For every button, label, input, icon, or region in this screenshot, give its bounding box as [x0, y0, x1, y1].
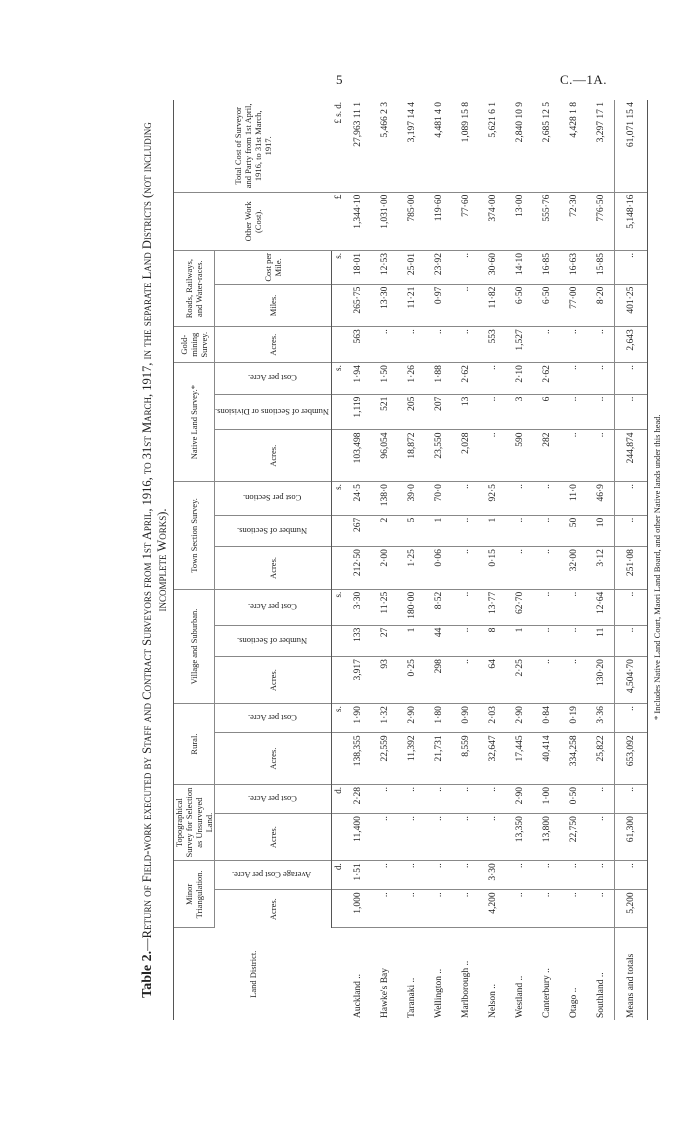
table-cell: ..	[533, 589, 560, 625]
district-name: Taranaki ..	[406, 977, 417, 1018]
totals-label: Means and totals	[615, 928, 648, 1020]
header-group-row	[174, 100, 215, 1020]
table-cell: ..	[533, 547, 560, 590]
sub-roads-miles: Miles.	[215, 284, 332, 327]
table-cell: 30·60	[479, 251, 506, 285]
table-cell: 11·0	[560, 482, 587, 516]
table-cell: 785·00	[398, 192, 425, 250]
table-cell: 133	[344, 625, 371, 656]
table-cell: 2·62	[533, 363, 560, 394]
table-cell: ..	[425, 784, 452, 813]
sub-topo-cost: Cost per Acre.	[215, 784, 332, 813]
sub-town-acres: Acres.	[215, 547, 332, 590]
table-cell: 138·0	[371, 482, 398, 516]
table-cell: ..	[506, 515, 533, 546]
table-cell: ..	[398, 861, 425, 890]
table-cell: 18·01	[344, 251, 371, 285]
table-cell: 5,621 6 1	[479, 100, 506, 192]
table-cell: 70·0	[425, 482, 452, 516]
table-cell: 1·51	[344, 861, 371, 890]
table-cell: 1·50	[371, 363, 398, 394]
table-cell: 2·28	[344, 784, 371, 813]
sub-minor-avg-cost: Average Cost per Acre.	[215, 861, 332, 890]
district-name: Westland ..	[514, 975, 525, 1018]
table-cell: 13·00	[506, 192, 533, 250]
table-cell: 5	[398, 515, 425, 546]
table-cell: 0·97	[425, 284, 452, 327]
header-village-suburban: Village and Suburban.	[174, 589, 215, 703]
table-cell: ..	[452, 589, 479, 625]
table-cell: 39·0	[398, 482, 425, 516]
header-rural: Rural.	[174, 704, 215, 785]
totals-cell: ..	[615, 625, 648, 656]
table-cell: ..	[587, 363, 615, 394]
table-cell: 130·20	[587, 657, 615, 704]
table-cell: ..	[587, 327, 615, 363]
table-cell: 77·60	[452, 192, 479, 250]
table-cell: ..	[425, 327, 452, 363]
table-cell: ..	[452, 251, 479, 285]
table-cell: 13·30	[371, 284, 398, 327]
sub-village-cost: Cost per Acre.	[215, 589, 332, 625]
table-cell: 13,800	[533, 814, 560, 861]
table-cell: 207	[425, 394, 452, 430]
header-town-section: Town Section Survey.	[174, 482, 215, 590]
table-cell: 32·00	[560, 547, 587, 590]
table-cell: 119·60	[425, 192, 452, 250]
table-cell: 1,527	[506, 327, 533, 363]
sub-roads-cost: Cost per Mile.	[215, 251, 332, 285]
table-cell: 776·50	[587, 192, 615, 250]
sub-topo-acres: Acres.	[215, 814, 332, 861]
sub-native-acres: Acres.	[215, 430, 332, 482]
table-cell: 3·30	[479, 861, 506, 890]
table-cell: 93	[371, 657, 398, 704]
table-cell: 16·85	[533, 251, 560, 285]
table-cell: 521	[371, 394, 398, 430]
table-cell: 138,355	[344, 733, 371, 785]
table-cell: 1	[479, 515, 506, 546]
table-cell: ..	[425, 814, 452, 861]
table-cell: 4,428 1 8	[560, 100, 587, 192]
totals-cell: 653,092	[615, 733, 648, 785]
totals-cell: ..	[615, 589, 648, 625]
table-cell: 2·03	[479, 704, 506, 733]
totals-cell: 61,300	[615, 814, 648, 861]
table-cell: ..	[479, 394, 506, 430]
document-reference: C.—1A.	[560, 72, 608, 87]
header-gold-mining: Gold-mining Survey.	[174, 327, 215, 363]
table-cell: 0·25	[398, 657, 425, 704]
table-cell: 1,344·10	[344, 192, 371, 250]
district-name: Southland ..	[595, 972, 606, 1018]
totals-cell: ..	[615, 515, 648, 546]
district-rows	[344, 100, 615, 1020]
table-cell: 3,917	[344, 657, 371, 704]
header-land-district: Land District.	[174, 928, 332, 1020]
table-cell: 8	[479, 625, 506, 656]
table-cell: 27	[371, 625, 398, 656]
table-cell: ..	[587, 430, 615, 482]
table-cell: 6	[533, 394, 560, 430]
table-cell: 0·50	[560, 784, 587, 813]
table-cell: 374·00	[479, 192, 506, 250]
sub-gold-acres: Acres.	[215, 327, 332, 363]
table-cell: 23·92	[425, 251, 452, 285]
table-title-number: Table 2.	[140, 950, 155, 998]
table-cell: 11	[587, 625, 615, 656]
header-minor-triangulation: Minor Triangulation.	[174, 861, 215, 928]
table-cell: ..	[425, 890, 452, 928]
table-cell: ..	[398, 784, 425, 813]
table-cell: 50	[560, 515, 587, 546]
table-cell: 265·75	[344, 284, 371, 327]
sub-village-sections: Number of Sections.	[215, 625, 332, 656]
table-cell: 1·25	[398, 547, 425, 590]
table-cell: 15·85	[587, 251, 615, 285]
table-cell: 1	[506, 625, 533, 656]
table-cell: 1·00	[533, 784, 560, 813]
table-cell: 563	[344, 327, 371, 363]
table-cell: 18,872	[398, 430, 425, 482]
table-cell: 92·5	[479, 482, 506, 516]
table-cell: 1·94	[344, 363, 371, 394]
table-cell: 2·00	[371, 547, 398, 590]
table-cell: 1·88	[425, 363, 452, 394]
table-cell: ..	[560, 861, 587, 890]
table-row	[560, 100, 587, 1020]
table-row	[398, 100, 425, 1020]
table-cell: 103,498	[344, 430, 371, 482]
district-name: Nelson ..	[487, 983, 498, 1018]
table-title	[140, 100, 169, 1020]
table-cell: 77·00	[560, 284, 587, 327]
table-cell: 590	[506, 430, 533, 482]
table-cell: 14·10	[506, 251, 533, 285]
table-cell: 3,197 14 4	[398, 100, 425, 192]
table-cell: ..	[398, 890, 425, 928]
table-cell: 2	[371, 515, 398, 546]
field-work-table	[173, 100, 648, 1020]
table-row	[371, 100, 398, 1020]
sub-rural-cost: Cost per Acre.	[215, 704, 332, 733]
table-cell: ..	[371, 890, 398, 928]
table-title-text: —Return of Field-work executed by Staff and Contract Surveyors from 1st April, 1916, to 31st March, 1917, in the separate Land Districts (not including incomplete Works).	[140, 122, 169, 951]
table-cell: ..	[398, 814, 425, 861]
table-cell: 0·06	[425, 547, 452, 590]
header-roads-railways: Roads, Railways, and Water-races.	[174, 251, 215, 327]
table-cell: ..	[479, 430, 506, 482]
table-cell: 21,731	[425, 733, 452, 785]
table-cell: ..	[560, 625, 587, 656]
table-cell: 46·9	[587, 482, 615, 516]
totals-cell: 4,504·70	[615, 657, 648, 704]
table-cell: 22,750	[560, 814, 587, 861]
table-cell: 0·19	[560, 704, 587, 733]
table-row	[479, 100, 506, 1020]
table-cell: ..	[371, 784, 398, 813]
table-cell: 298	[425, 657, 452, 704]
totals-cell: 401·25	[615, 284, 648, 327]
table-cell: 24·5	[344, 482, 371, 516]
table-cell: ..	[587, 861, 615, 890]
table-cell: 2·25	[506, 657, 533, 704]
table-cell: 2·62	[452, 363, 479, 394]
table-cell: 3,297 17 1	[587, 100, 615, 192]
table-cell: 1·80	[425, 704, 452, 733]
table-cell: ..	[452, 784, 479, 813]
totals-cell: 61,071 15 4	[615, 100, 648, 192]
table-cell: 267	[344, 515, 371, 546]
table-cell: 16·63	[560, 251, 587, 285]
table-cell: ..	[587, 394, 615, 430]
table-cell: 8·20	[587, 284, 615, 327]
table-row	[425, 100, 452, 1020]
table-cell: 13	[452, 394, 479, 430]
table-cell: 1·26	[398, 363, 425, 394]
table-cell: 1	[398, 625, 425, 656]
table-cell: 25,822	[587, 733, 615, 785]
table-cell: ..	[398, 327, 425, 363]
table-cell: 27,963 11 1	[344, 100, 371, 192]
table-cell: ..	[560, 327, 587, 363]
sub-town-sections: Number of Sections.	[215, 515, 332, 546]
table-cell: 72·30	[560, 192, 587, 250]
table-cell: 5,466 2 3	[371, 100, 398, 192]
totals-cell: ..	[615, 251, 648, 285]
table-cell: ..	[560, 589, 587, 625]
totals-row	[615, 100, 648, 1020]
sub-town-cost: Cost per Section.	[215, 482, 332, 516]
table-row	[533, 100, 560, 1020]
table-cell: ..	[506, 890, 533, 928]
table-cell: 3	[506, 394, 533, 430]
table-cell: 4,200	[479, 890, 506, 928]
totals-cell: ..	[615, 784, 648, 813]
district-name: Canterbury ..	[541, 968, 552, 1018]
totals-cell: ..	[615, 482, 648, 516]
table-cell: ..	[533, 625, 560, 656]
table-cell: ..	[452, 547, 479, 590]
table-cell: 17,445	[506, 733, 533, 785]
table-cell: ..	[587, 784, 615, 813]
sub-native-divisions: Number of Sections or Divisions.	[215, 394, 332, 430]
table-cell: 12·53	[371, 251, 398, 285]
table-row	[452, 100, 479, 1020]
table-cell: 205	[398, 394, 425, 430]
table-cell: ..	[371, 814, 398, 861]
table-cell: 22,559	[371, 733, 398, 785]
table-cell: 62·70	[506, 589, 533, 625]
table-cell: 2·90	[506, 704, 533, 733]
table-cell: ..	[533, 657, 560, 704]
table-cell: 2·10	[506, 363, 533, 394]
table-cell: 25·01	[398, 251, 425, 285]
table-cell: 6·50	[506, 284, 533, 327]
table-row	[587, 100, 615, 1020]
table-cell: 1	[425, 515, 452, 546]
table-cell: ..	[479, 784, 506, 813]
table-cell: 8·52	[425, 589, 452, 625]
table-cell: 2,685 12 5	[533, 100, 560, 192]
totals-cell: ..	[615, 861, 648, 890]
table-cell: ..	[452, 625, 479, 656]
header-other-work: Other Work (Cost).	[174, 192, 332, 250]
units-row: d. d. s. s. s. s. s. £ £ s. d.	[332, 100, 345, 1020]
table-cell: ..	[560, 363, 587, 394]
table-cell: 64	[479, 657, 506, 704]
district-name: Wellington ..	[433, 968, 444, 1018]
table-cell: 11·21	[398, 284, 425, 327]
table-cell: ..	[452, 515, 479, 546]
table-cell: ..	[452, 861, 479, 890]
sub-minor-acres: Acres.	[215, 890, 332, 928]
table-cell: ..	[560, 657, 587, 704]
totals-cell: ..	[615, 704, 648, 733]
page-number: 5	[336, 72, 343, 87]
table-cell: ..	[533, 890, 560, 928]
table-cell: ..	[452, 482, 479, 516]
table-row	[506, 100, 533, 1020]
table-cell: 1,089 15 8	[452, 100, 479, 192]
table-cell: 11,392	[398, 733, 425, 785]
table-row	[344, 100, 371, 1020]
table-cell: 11·25	[371, 589, 398, 625]
header-topographical-survey: Topographical Survey for Selection as Unsurveyed Land.	[174, 784, 215, 860]
table-cell: ..	[452, 327, 479, 363]
table-cell: ..	[560, 394, 587, 430]
table-cell: 2,028	[452, 430, 479, 482]
table-cell: 44	[425, 625, 452, 656]
table-cell: 13·77	[479, 589, 506, 625]
district-name: Marlborough ..	[460, 960, 471, 1018]
table-cell: 8,559	[452, 733, 479, 785]
district-name: Otago ..	[568, 987, 579, 1018]
table-cell: 2·90	[506, 784, 533, 813]
table-cell: 0·15	[479, 547, 506, 590]
footnote: * Includes Native Land Court, Maori Land Board, and other Native lands under this head.	[652, 414, 663, 720]
table-cell: 555·76	[533, 192, 560, 250]
table-cell: 6·50	[533, 284, 560, 327]
table-cell: 1·32	[371, 704, 398, 733]
table-cell: ..	[452, 890, 479, 928]
table-cell: 282	[533, 430, 560, 482]
table-cell: 40,414	[533, 733, 560, 785]
table-cell: 13,350	[506, 814, 533, 861]
sub-native-cost: Cost per Acre.	[215, 363, 332, 394]
table-cell: ..	[425, 861, 452, 890]
table-cell: 2,840 10 9	[506, 100, 533, 192]
table-cell: 553	[479, 327, 506, 363]
district-name: Auckland ..	[352, 973, 363, 1018]
table-cell: 2·90	[398, 704, 425, 733]
table-cell: ..	[506, 482, 533, 516]
table-cell: 11,400	[344, 814, 371, 861]
table-cell: 180·00	[398, 589, 425, 625]
table-cell: ..	[479, 363, 506, 394]
table-cell: 32,647	[479, 733, 506, 785]
table-cell: 3·12	[587, 547, 615, 590]
totals-cell: 244,874	[615, 430, 648, 482]
table-cell: 1,031·00	[371, 192, 398, 250]
sub-village-acres: Acres.	[215, 657, 332, 704]
totals-cell: 251·08	[615, 547, 648, 590]
table-cell: ..	[533, 515, 560, 546]
rotated-table-block	[140, 100, 700, 1020]
totals-cell: 5,148·16	[615, 192, 648, 250]
table-cell: 96,054	[371, 430, 398, 482]
table-cell: 0·84	[533, 704, 560, 733]
table-cell: 3·30	[344, 589, 371, 625]
table-cell: ..	[587, 814, 615, 861]
table-cell: 3·36	[587, 704, 615, 733]
table-cell: ..	[560, 890, 587, 928]
totals-cell: ..	[615, 394, 648, 430]
table-cell: 23,550	[425, 430, 452, 482]
totals-cell: 5,200	[615, 890, 648, 928]
table-cell: ..	[452, 814, 479, 861]
totals-cell: ..	[615, 363, 648, 394]
table-cell: 10	[587, 515, 615, 546]
table-cell: 1,119	[344, 394, 371, 430]
table-cell: ..	[587, 890, 615, 928]
table-cell: ..	[560, 430, 587, 482]
header-native-land: Native Land Survey.*	[174, 363, 215, 482]
table-cell: 334,258	[560, 733, 587, 785]
table-cell: ..	[533, 861, 560, 890]
totals-cell: 2,643	[615, 327, 648, 363]
table-cell: ..	[452, 284, 479, 327]
header-total-cost: Total Cost of Surveyor and Party from 1st April, 1916, to 31st March, 1917.	[174, 100, 332, 192]
table-cell: ..	[506, 547, 533, 590]
table-cell: 1,000	[344, 890, 371, 928]
table-cell: 4,481 4 0	[425, 100, 452, 192]
table-cell: ..	[452, 657, 479, 704]
table-cell: ..	[371, 327, 398, 363]
table-cell: 11·82	[479, 284, 506, 327]
table-cell: 212·50	[344, 547, 371, 590]
table-cell: 12·64	[587, 589, 615, 625]
table-cell: ..	[506, 861, 533, 890]
table-cell: ..	[533, 482, 560, 516]
table-cell: ..	[533, 327, 560, 363]
sub-rural-acres: Acres.	[215, 733, 332, 785]
table-cell: 1·90	[344, 704, 371, 733]
table-cell: ..	[371, 861, 398, 890]
table-cell: ..	[479, 814, 506, 861]
table-cell: 0·90	[452, 704, 479, 733]
district-name: Hawke's Bay	[379, 968, 390, 1018]
